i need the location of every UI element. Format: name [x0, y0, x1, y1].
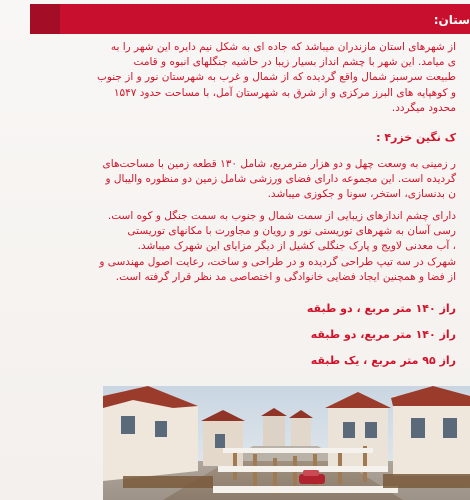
housing-render-image [103, 386, 470, 500]
header-title: ستان: [433, 13, 470, 27]
header-banner [30, 4, 470, 34]
intro-line: محدود میگردد. [391, 101, 456, 114]
description-line: رسی آسان به شهرهای توریستی نور و رویان و مجاورت با مکانهای توریستی [127, 225, 456, 238]
description-line: ن بدنسازی، استخر، سونا و جکوزی میباشد. [267, 188, 456, 201]
description-paragraph-a [103, 157, 456, 203]
intro-line: و کوهپایه های البرز مرکزی و از شرق به شهرستان آمل، با مساحت حدود ۱۵۴۷ [113, 86, 456, 99]
description-line: دارای چشم اندازهای زیبایی از سمت شمال و جنوب به سمت جنگل و کوه است. [107, 210, 456, 222]
description-line: گردیده است. این مجموعه دارای فضای ورزشی شامل زمین دو منظوره والیبال و [105, 173, 456, 186]
intro-line: طبیعت سرسبز شمال واقع گردیده که از شمال و غرب به شهرستان نور و از جنوب [96, 71, 456, 84]
intro-line: از شهرهای استان مازندران میباشد که جاده ای به شکل نیم دایره این شهر را به [110, 41, 456, 53]
intro-paragraph [97, 40, 456, 116]
intro-line: ی میامد. این شهر با چشم انداز بسیار زیبا در حاشیه جنگلهای انبوه و قامت [133, 56, 456, 69]
plan-list [307, 296, 456, 374]
description-line: ، آب معدنی لاویج و پارک جنگلی کشیل از دیگر مزایای این شهرک میباشد. [137, 240, 456, 253]
description-line: از فضا و همچنین ایجاد فضایی خانوادگی و اختصاصی مد نظر قرار گرفته است. [115, 270, 456, 283]
header-banner-shade [30, 4, 60, 34]
description-paragraph-b [99, 209, 456, 285]
plan-item: راز ۹۵ متر مربع ، یک طبقه [310, 354, 456, 367]
plan-item: راز ۱۴۰ متر مربع، دو طبقه [310, 328, 456, 341]
section-title: ک نگین خزر۴ : [376, 131, 456, 144]
description-line: شهرک در سه تیپ طراحی گردیده و در طراحی و ساخت، رعایت اصول مهندسی و [99, 255, 456, 268]
housing-render-illustration [103, 386, 470, 500]
description-line: ر زمینی به وسعت چهل و دو هزار مترمربع، شامل ۱۳۰ قطعه زمین با مساحت‌های [102, 158, 456, 170]
plan-item: راز ۱۴۰ متر مربع ، دو طبقه [306, 302, 456, 315]
